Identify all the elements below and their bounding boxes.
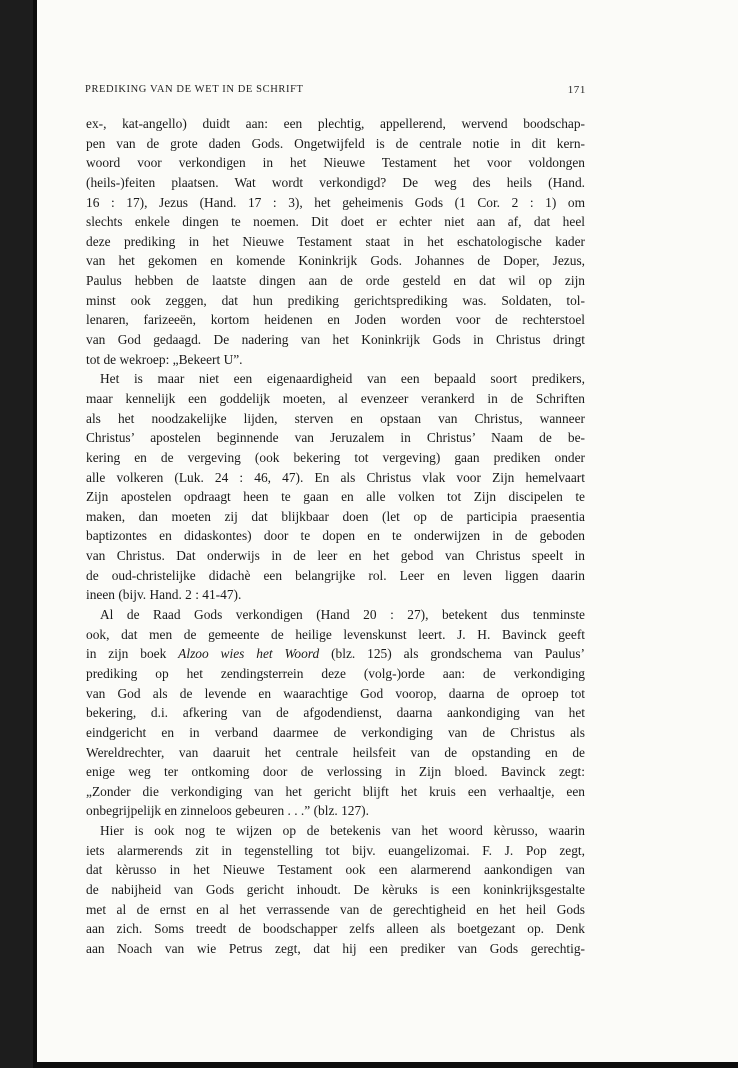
text-line: tot de wekroep: „Bekeert U”. <box>86 351 243 367</box>
text-line: ex-, kat-angello) duidt aan: een plechtig, appellerend, wervend boodschap- <box>86 116 585 131</box>
text-line: maken, dan moeten zij dat blijkbaar doen (let op de participia praesentia <box>86 508 585 524</box>
book-title: Alzoo wies het Woord <box>178 646 320 662</box>
text-line: de nabijheid van Gods gericht inhoudt. De kèruks is een koninkrijksgestalte <box>86 881 585 897</box>
text-line: minst ook zeggen, dat hun prediking gerichtsprediking was. Soldaten, tol- <box>86 292 585 308</box>
text-line: Paulus hebben de laatste dingen aan de orde gesteld en dat wil op zijn <box>86 273 585 289</box>
body-text <box>86 114 585 959</box>
text-line: kering en de vergeving (ook bekering tot vergeving) gaan prediken onder <box>86 449 585 465</box>
page-bottom-edge <box>33 1062 738 1068</box>
text-line: Zijn apostelen opdraagt heen te gaan en alle volken tot Zijn discipelen te <box>86 489 585 505</box>
text-line: slechts enkele dingen te noemen. Dit doet er echter niet aan af, dat heel <box>86 214 585 230</box>
text-line: dat kèrusso in het Nieuwe Testament ook een alarmerend aankondigen van <box>86 862 585 878</box>
paragraph-start-line: Het is maar niet een eigenaardigheid van een bepaald soort predikers, <box>100 371 585 387</box>
text-line: met al de ernst en al het verrassende van de gerechtigheid en het heil Gods <box>86 901 585 917</box>
text-line: bekering, d.i. afkering van de afgodendienst, daarna aankondiging van het <box>86 705 585 721</box>
text-line: van God als de levende en waarachtige God voorop, daarna de oproep tot <box>86 685 585 701</box>
text-line: van het gekomen en komende Koninkrijk Gods. Johannes de Doper, Jezus, <box>86 253 585 269</box>
text-line: deze prediking in het Nieuwe Testament staat in het eschatologische kader <box>86 233 585 249</box>
text-line: lenaren, farizeeën, kortom heidenen en Joden worden voor de rechterstoel <box>86 312 585 328</box>
running-head <box>85 84 586 102</box>
text-line: ook, dat men de gemeente de heilige levenskunst leert. J. H. Bavinck geeft <box>86 626 585 642</box>
paragraph-start-line: Al de Raad Gods verkondigen (Hand 20 : 27), betekent dus tenminste <box>100 607 585 623</box>
text-line: 16 : 17), Jezus (Hand. 17 : 3), het geheimenis Gods (1 Cor. 2 : 1) om <box>86 194 585 210</box>
text-line: onbegrijpelijk en zinneloos gebeuren . . .” (blz. 127). <box>86 803 369 819</box>
text-line: aan Noach van wie Petrus zegt, dat hij een prediker van Gods gerechtig- <box>86 940 585 956</box>
text-line: van Christus. Dat onderwijs in de leer en het gebod van Christus speelt in <box>86 548 585 564</box>
text-fragment: (blz. 125) als grondschema van Paulus’ <box>319 646 585 662</box>
text-line: als het noodzakelijke lijden, sterven en opstaan van Christus, wanneer <box>86 410 585 426</box>
page-number: 171 <box>567 84 586 96</box>
text-line: Wereldrechter, van daaruit het centrale heilsfeit van de opstanding en de <box>86 744 585 760</box>
text-line: van God gedaagd. De nadering van het Koninkrijk Gods in Christus dringt <box>86 332 585 348</box>
text-fragment: in zijn boek <box>86 646 179 662</box>
text-line: (heils-)feiten plaatsen. Wat wordt verkondigd? De weg des heils (Hand. <box>86 174 585 190</box>
text-line-with-book-title <box>86 644 585 664</box>
text-line: de oud-christelijke didachè een belangrijke rol. Leer en leven liggen daarin <box>86 567 585 583</box>
text-line: iets alarmerends zit in tegenstelling tot bijv. euangelizomai. F. J. Pop zegt, <box>86 842 585 858</box>
running-title: PREDIKING VAN DE WET IN DE SCHRIFT <box>85 84 304 95</box>
paragraph-start-line: Hier is ook nog te wijzen op de betekenis van het woord kèrusso, waarin <box>100 823 585 839</box>
text-line: prediking op het zendingsterrein deze (volg-)orde aan: de verkondiging <box>86 665 585 681</box>
text-line: Christus’ apostelen beginnende van Jeruzalem in Christus’ Naam de be- <box>86 430 585 446</box>
text-line: enige weg ter ontkoming door de verlossing in Zijn bloed. Bavinck zegt: <box>86 764 585 780</box>
text-line: aan zich. Soms treedt de boodschapper zelfs alleen als boetgezant op. Denk <box>86 921 585 937</box>
text-line: eindgericht en in verband daarmee de verkondiging van de Christus als <box>86 724 585 740</box>
text-line: ineen (bijv. Hand. 2 : 41-47). <box>86 587 242 603</box>
text-line: „Zonder die verkondiging van het gericht blijft het kruis een verhaaltje, een <box>86 783 585 799</box>
text-line: alle volkeren (Luk. 24 : 46, 47). En als Christus vlak voor Zijn hemelvaart <box>86 469 585 485</box>
text-line: pen van de grote daden Gods. Ongetwijfeld is de centrale notie in dit kern- <box>86 135 585 151</box>
text-line: maar kennelijk een goddelijk moeten, al evenzeer verankerd in de Schriften <box>86 390 585 406</box>
text-line: woord voor verkondigen in het Nieuwe Testament het voor voldongen <box>86 155 585 171</box>
text-line: baptizontes en didaskontes) door te dopen en te onderwijzen in de geboden <box>86 528 585 544</box>
